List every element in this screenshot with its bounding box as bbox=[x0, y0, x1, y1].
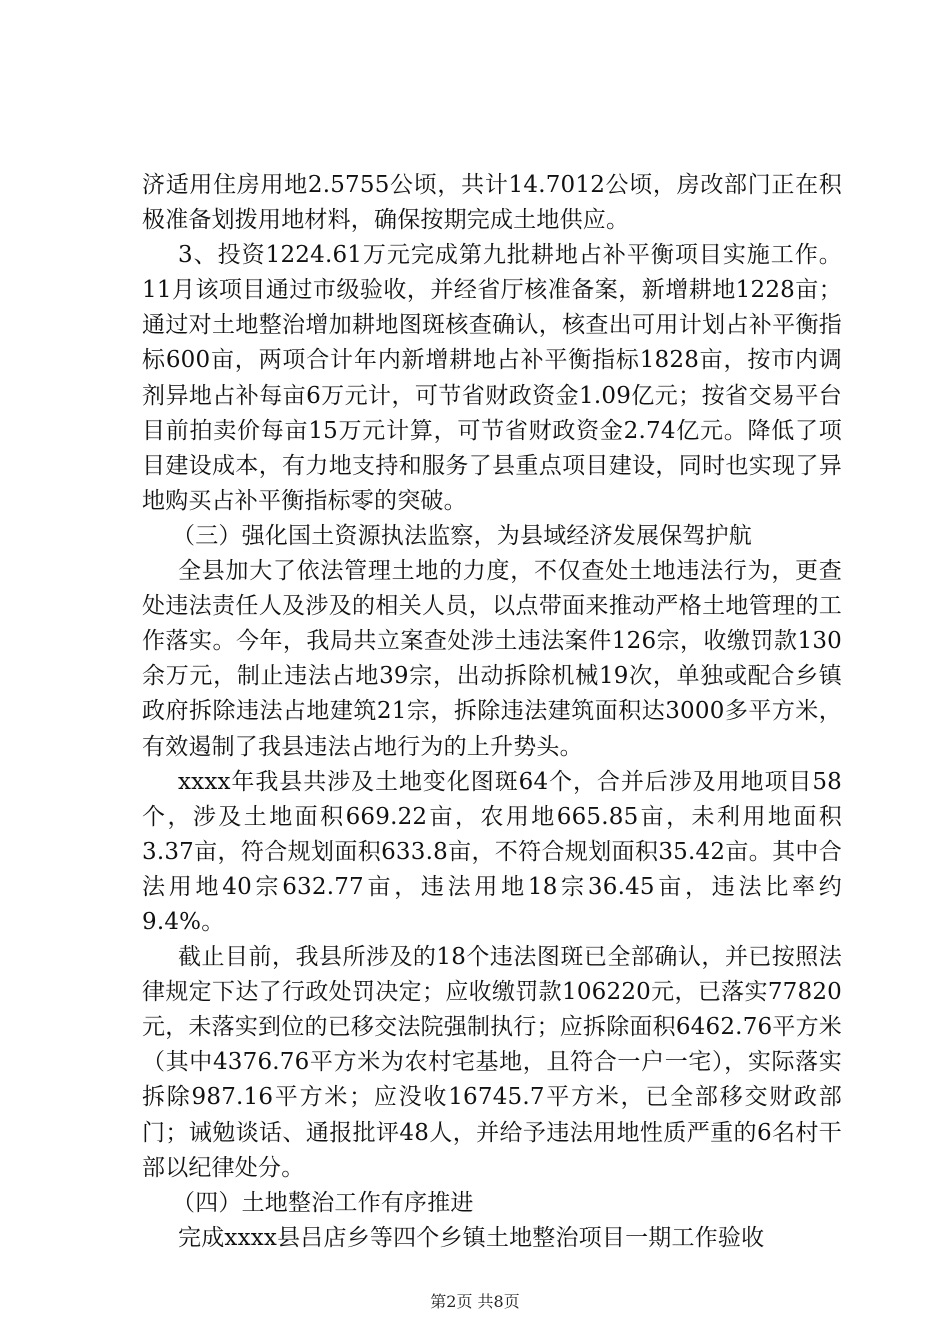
paragraph-enforcement: 全县加大了依法管理土地的力度，不仅查处土地违法行为，更查处违法责任人及涉及的相关人员，以点带面来推动严格土地管理的工作落实。今年，我局共立案查处涉土违法案件126宗，收缴罚款130余万元，制止违法占地39宗，出动拆除机械19次，单独或配合乡镇政府拆除违法占地建筑21宗，拆除违法建筑面积达3000多平方米，有效遏制了我县违法占地行为的上升势头。 bbox=[142, 558, 842, 760]
page-footer: 第2页 共8页 bbox=[430, 1292, 520, 1311]
paragraph-land-change: xxxx年我县共涉及土地变化图斑64个，合并后涉及用地项目58个，涉及土地面积669.22亩，农用地665.85亩，未利用地面积3.37亩，符合规划面积633.8亩，不符合规划面积35.42亩。其中合法用地40宗632.77亩，违法用地18宗36.45亩，违法比率约9.4%。 bbox=[142, 768, 842, 935]
document-body bbox=[142, 168, 842, 1256]
paragraph-penalties: 截止目前，我县所涉及的18个违法图斑已全部确认，并已按照法律规定下达了行政处罚决定；应收缴罚款106220元，已落实77820元，未落实到位的已移交法院强制执行；应拆除面积6462.76平方米（其中4376.76平方米为农村宅基地，且符合一户一宅），实际落实拆除987.16平方米；应没收16745.7平方米，已全部移交财政部门；诫勉谈话、通报批评48人，并给予违法用地性质严重的6名村干部以纪律处分。 bbox=[142, 944, 842, 1181]
section-heading-3: （三）强化国土资源执法监察，为县域经济发展保驾护航 bbox=[172, 522, 752, 549]
section-heading-4: （四）土地整治工作有序推进 bbox=[172, 1189, 474, 1216]
paragraph-item-3: 3、投资1224.61万元完成第九批耕地占补平衡项目实施工作。11月该项目通过市级验收，并经省厅核准备案，新增耕地1228亩；通过对土地整治增加耕地图斑核查确认，核查出可用计划占补平衡指标600亩，两项合计年内新增耕地占补平衡指标1828亩，按市内调剂异地占补每亩6万元计，可节省财政资金1.09亿元；按省交易平台目前拍卖价每亩15万元计算，可节省财政资金2.74亿元。降低了项目建设成本，有力地支持和服务了县重点项目建设，同时也实现了异地购买占补平衡指标零的突破。 bbox=[142, 242, 842, 514]
paragraph-continuation: 济适用住房用地2.5755公顷，共计14.7012公顷，房改部门正在积极准备划拨用地材料，确保按期完成土地供应。 bbox=[142, 172, 842, 234]
paragraph-land-remediation: 完成xxxx县吕店乡等四个乡镇土地整治项目一期工作验收 bbox=[178, 1224, 765, 1251]
